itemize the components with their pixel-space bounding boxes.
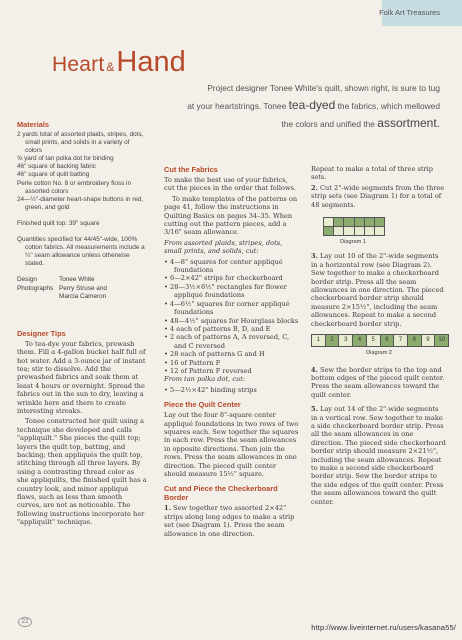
intro-highlight-assortment: assortment.: [377, 116, 440, 130]
title-part-1: Heart: [52, 53, 105, 76]
diagram-2-cell: 5: [367, 335, 381, 346]
diagram-2-cell: 9: [422, 335, 436, 346]
material-item: Perle cotton No. 8 or embroidery floss in assorted colors: [17, 179, 132, 195]
intro-line-3a: the colors and unified the: [281, 119, 378, 129]
cut-item: • 28 each of patterns G and H: [164, 350, 265, 359]
cut-fabrics-para-1: To make the best use of your fabrics, cut the pieces in the order that follows.: [164, 176, 297, 193]
cut-item: • 5—2½×42" binding strips: [164, 385, 257, 394]
materials-heading: Materials: [17, 120, 50, 129]
designer-tips-para-1: To tea-dye your fabrics, prewash them. Fill a 4-gallon bucket half full of hot water. Add a 3-ounce jar of instant tea; stir to dissolve. Add the prewashed fabrics and soak them at least 4 hours or overnight. Spread the fabrics out in the sun to dry, leaving a wrinkle here and there to create interesting streaks.: [17, 339, 146, 415]
watermark-url: http://www.liveinternet.ru/users/kasana55/: [311, 623, 456, 632]
intro-line-2: [160, 97, 440, 115]
cut-fabrics-para-2: To make templates of the patterns on page 41, follow the instructions in Quilting Basics on pages 34–35. When cutting out the pattern pieces, add a 3/16" seam allowance.: [164, 194, 298, 237]
diagram-1-label: Diagram 1: [340, 239, 366, 246]
cut-item: • 16 of Pattern F: [164, 358, 221, 367]
diagram-2-label: Diagram 2: [366, 350, 392, 357]
diagram-2-cell: 7: [394, 335, 408, 346]
cut-item: • 4—8" squares for center appliqué foundations: [164, 257, 283, 275]
title-ampersand: &: [106, 60, 115, 74]
credit-design: [17, 276, 147, 284]
diagram-2-cell: 10: [435, 335, 448, 346]
material-item: 46" square of quilt batting: [17, 171, 90, 179]
cut-item: • 28—3½×6½" rectangles for flower appliqué foundations: [164, 282, 287, 300]
credit-photographs: [17, 285, 147, 293]
credit-photo-label: Photographs: [17, 284, 54, 292]
cut-fabrics-heading: Cut the Fabrics: [164, 165, 218, 174]
intro-text: [160, 80, 440, 133]
credit-photo-value-2: Marcia Cameron: [59, 292, 107, 300]
credits: [17, 276, 147, 300]
strip-set-illustration: [323, 217, 385, 236]
checkerboard-strip-illustration: [311, 334, 449, 347]
piece-center-heading: Piece the Quilt Center: [164, 400, 241, 410]
material-item: 24—½"-diameter heart-shape buttons in red, green, and gold: [17, 195, 144, 211]
intro-highlight-tea-dyed: tea-dyed: [288, 98, 336, 112]
column-middle: [164, 165, 299, 540]
cut-item: • 12 of Pattern F reversed: [164, 366, 252, 375]
diagram-2-cell: 6: [381, 335, 395, 346]
material-item: 2 yards total of assorted plaids, stripes, dots, small prints, and solids in a variety of colors: [17, 131, 144, 155]
intro-line-2c: the fabrics, which mellowed: [335, 101, 440, 111]
designer-tips-para-2: Tonee constructed her quilt using a technique she developed and calls "appliquilt." She pieces the quilt top; layers the quilt top, batting, and backing; then appliqués the quilt top, stitching through all three layers. By using a contrasting thread color as she appliquilts, the finished quilt has a country look, and minor appliqué flaws, such as less than smooth curves, are not as noticeable. The following instructions incorporate her "appliquilt" technique.: [17, 417, 147, 527]
credit-design-value: Tonee White: [59, 276, 95, 284]
credit-design-label: Design: [17, 276, 37, 284]
cut-item: • 2 each of patterns A, A reversed, C, and C reversed: [164, 333, 290, 350]
material-item: ⅝ yard of tan polka dot for binding: [17, 155, 114, 163]
column-left: [17, 120, 147, 529]
step-5: 5. Lay out 14 of the 2"-wide segments in a vertical row. Sew together to make a side checkerboard border strip. Press all the seam allowances in one direction. The pieced side checkerboard border strip should measure 2×21½", including the seam allowances. Repeat to make a second side checkerboard border strip. Sew the border strips to the side edges of the quilt center. Press the seam allowances toward the quilt center.: [311, 405, 446, 506]
material-item: 46" square of backing fabric: [17, 163, 97, 171]
step-4: 4. Sew the border strips to the top and bottom edges of the pieced quilt center. Press the seam allowances toward the quilt center.: [311, 365, 445, 399]
materials-list: [17, 131, 147, 268]
diagram-2-cell: 4: [353, 335, 367, 346]
from-tan-label: From tan polka dot, cut:: [164, 375, 246, 384]
page-number: 22: [18, 617, 32, 627]
piece-center-para: Lay out the four 8"-square center appliqué foundations in two rows of two squares each. Sew together the squares in each row. Press the seam allowances in opposite directions. Then join the rows. Press the seam allowances in one direction. The pieced quilt center should measure 15½" square.: [164, 411, 299, 478]
diagram-2: [311, 334, 446, 357]
checker-step-1: 1. Sew together two assorted 2×42" strips along long edges to make a strip set (see Diagram 1). Press the seam allowance in one direction.: [164, 504, 295, 538]
intro-line-1: Project designer Tonee White's quilt, shown right, is sure to tug: [207, 83, 440, 93]
diagram-2-cell: 8: [408, 335, 422, 346]
credit-photographs-cont: [17, 293, 147, 301]
intro-line-3: [160, 115, 440, 133]
repeat-text: Repeat to make a total of three strip sets.: [311, 165, 433, 182]
finished-size: Finished quilt top: 39" square: [17, 219, 100, 227]
credit-photo-value-1: Perry Struse and: [59, 284, 107, 292]
diagram-2-cell: 3: [339, 335, 353, 346]
title-part-2: Hand: [116, 46, 186, 78]
step-3: 3. Lay out 10 of the 2"-wide segments in a horizontal row (see Diagram 2). Sew together to make a checkerboard border strip. Press all the seam allowances in one direction. The pieced checkerboard border strip should measure 2×15½", including the seam allowances. Repeat to make a second checkerboard border strip.: [311, 252, 444, 328]
page-title: [52, 46, 186, 79]
diagram-1: [323, 217, 403, 246]
column-right: [311, 165, 446, 508]
cut-item: • 48—4½" squares for Hourglass blocks: [164, 316, 299, 325]
cut-item: • 6—2×42" strips for checkerboard: [164, 274, 283, 283]
cut-item: • 4—6½" squares for corner appliqué foundations: [164, 299, 290, 317]
designer-tips-heading: Designer Tips: [17, 328, 66, 338]
intro-line-2a: at your heartstrings. Tonee: [187, 101, 289, 111]
section-label: Folk Art Treasures: [379, 8, 440, 17]
cut-item: • 4 each of patterns B, D, and E: [164, 324, 271, 333]
checker-border-heading: Cut and Piece the Checkerboard Border: [164, 484, 278, 503]
diagram-2-cell: 1: [312, 335, 326, 346]
from-assorted-label: From assorted plaids, stripes, dots, small prints, and solids, cut:: [164, 238, 283, 256]
step-2: 2. Cut 2"-wide segments from the three strip sets (see Diagram 1) for a total of 48 segments.: [311, 183, 445, 209]
diagram-2-cell: 2: [326, 335, 340, 346]
materials-note: Quantities specified for 44/45"-wide, 100% cotton fabrics. All measurements include a ¼" seam allowance unless otherwise stated.: [17, 236, 145, 268]
